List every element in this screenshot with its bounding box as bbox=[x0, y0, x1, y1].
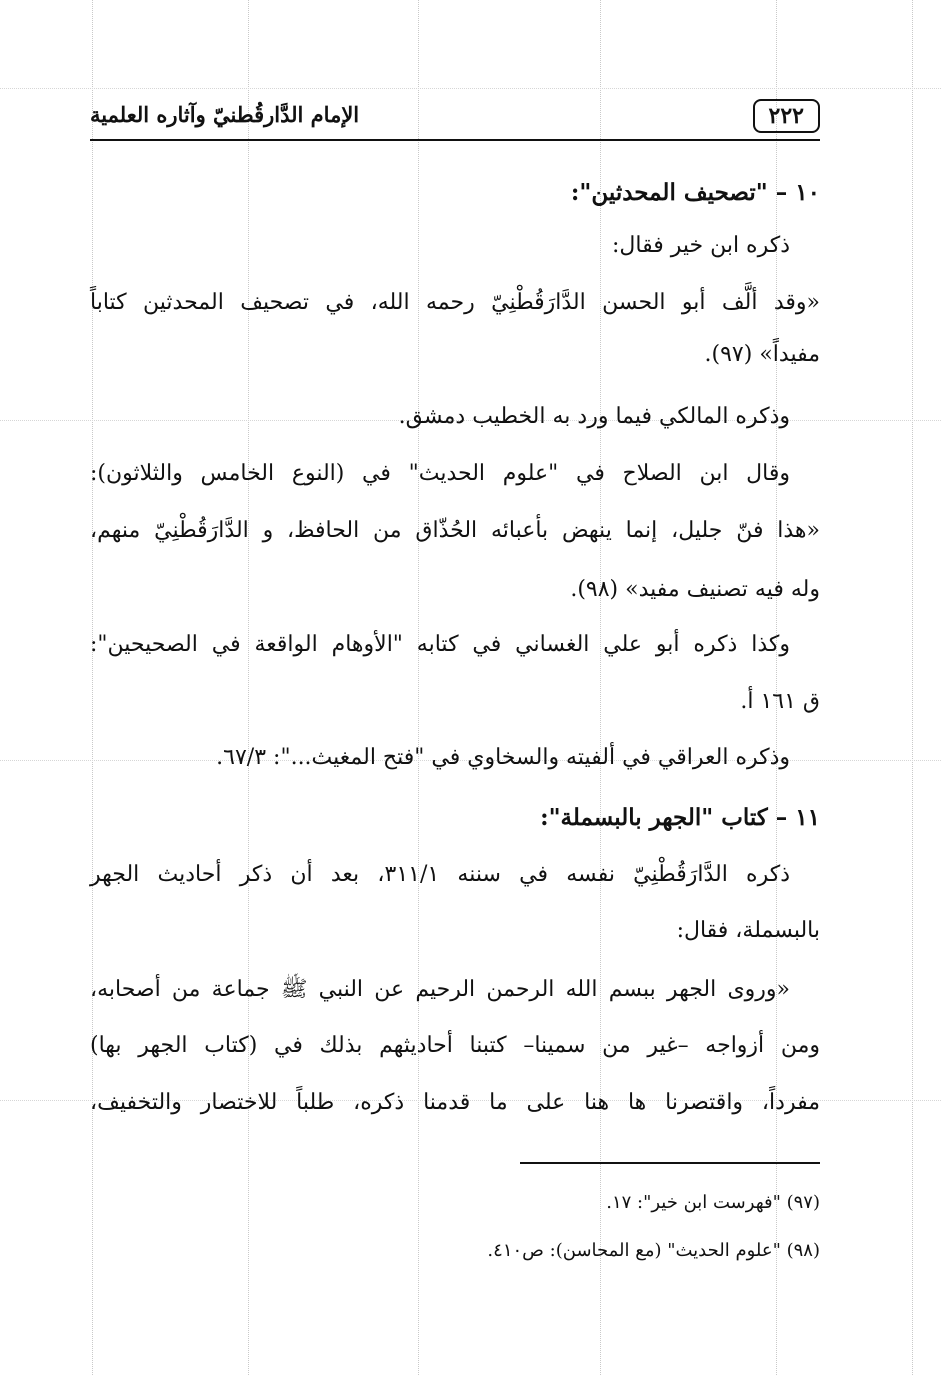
section-heading: ١٠ – "تصحيف المحدثين": bbox=[570, 179, 820, 206]
footnote-divider bbox=[520, 1162, 820, 1164]
paragraph-line: وذكره المالكي فيما ورد به الخطيب دمشق. bbox=[398, 404, 790, 429]
quote-line: «هذا فنّ جليل، إنما ينهض بأعبائه الحُذّاق من الحافظ، و الدَّارَقُطْنِيّ منهم، bbox=[90, 518, 820, 543]
quote-line: ومن أزواجه –غير من سمينا– كتبنا أحاديثهم بذلك في (كتاب الجهر بها) bbox=[90, 1033, 820, 1058]
scan-grid-line bbox=[912, 0, 913, 1375]
page-header bbox=[90, 95, 820, 137]
paragraph-line: وذكره العراقي في ألفيته والسخاوي في "فتح المغيث...": ٦٧/٣. bbox=[216, 745, 790, 770]
quote-line: مفيداً» (٩٧). bbox=[704, 342, 820, 367]
header-divider bbox=[90, 139, 820, 141]
footnote: (٩٨) "علوم الحديث" (مع المحاسن): ص٤١٠. bbox=[487, 1240, 820, 1261]
scan-grid-line bbox=[0, 88, 941, 89]
paragraph-line: وقال ابن الصلاح في "علوم الحديث" في (النوع الخامس والثلاثون): bbox=[90, 461, 790, 486]
paragraph-line: ذكره ابن خير فقال: bbox=[611, 233, 790, 258]
quote-line: مفرداً، واقتصرنا ها هنا على ما قدمنا ذكره، طلباً للاختصار والتخفيف، bbox=[90, 1090, 820, 1115]
quote-line: وله فيه تصنيف مفيد» (٩٨). bbox=[570, 577, 820, 602]
running-title: الإمام الدَّارقُطنيّ وآثاره العلمية bbox=[90, 102, 360, 127]
quote-line: «وروى الجهر ببسم الله الرحمن الرحيم عن النبي ﷺ جماعة من أصحابه، bbox=[90, 977, 790, 1002]
paragraph-line: وكذا ذكره أبو علي الغساني في كتابه "الأوهام الواقعة في الصحيحين": bbox=[90, 632, 790, 657]
page-number: ٢٢٢ bbox=[753, 99, 820, 133]
paragraph-line: بالبسملة، فقال: bbox=[676, 918, 820, 943]
paragraph-line: ذكره الدَّارَقُطْنِيّ نفسه في سننه ٣١١/١، بعد أن ذكر أحاديث الجهر bbox=[90, 862, 790, 887]
section-heading: ١١ – كتاب "الجهر بالبسملة": bbox=[540, 804, 820, 831]
paragraph-line: ق ١٦١ أ. bbox=[740, 689, 820, 714]
quote-line: «وقد ألَّف أبو الحسن الدَّارَقُطْنِيّ رحمه الله، في تصحيف المحدثين كتاباً bbox=[90, 290, 820, 315]
footnote: (٩٧) "فهرست ابن خير": ١٧. bbox=[606, 1192, 820, 1213]
